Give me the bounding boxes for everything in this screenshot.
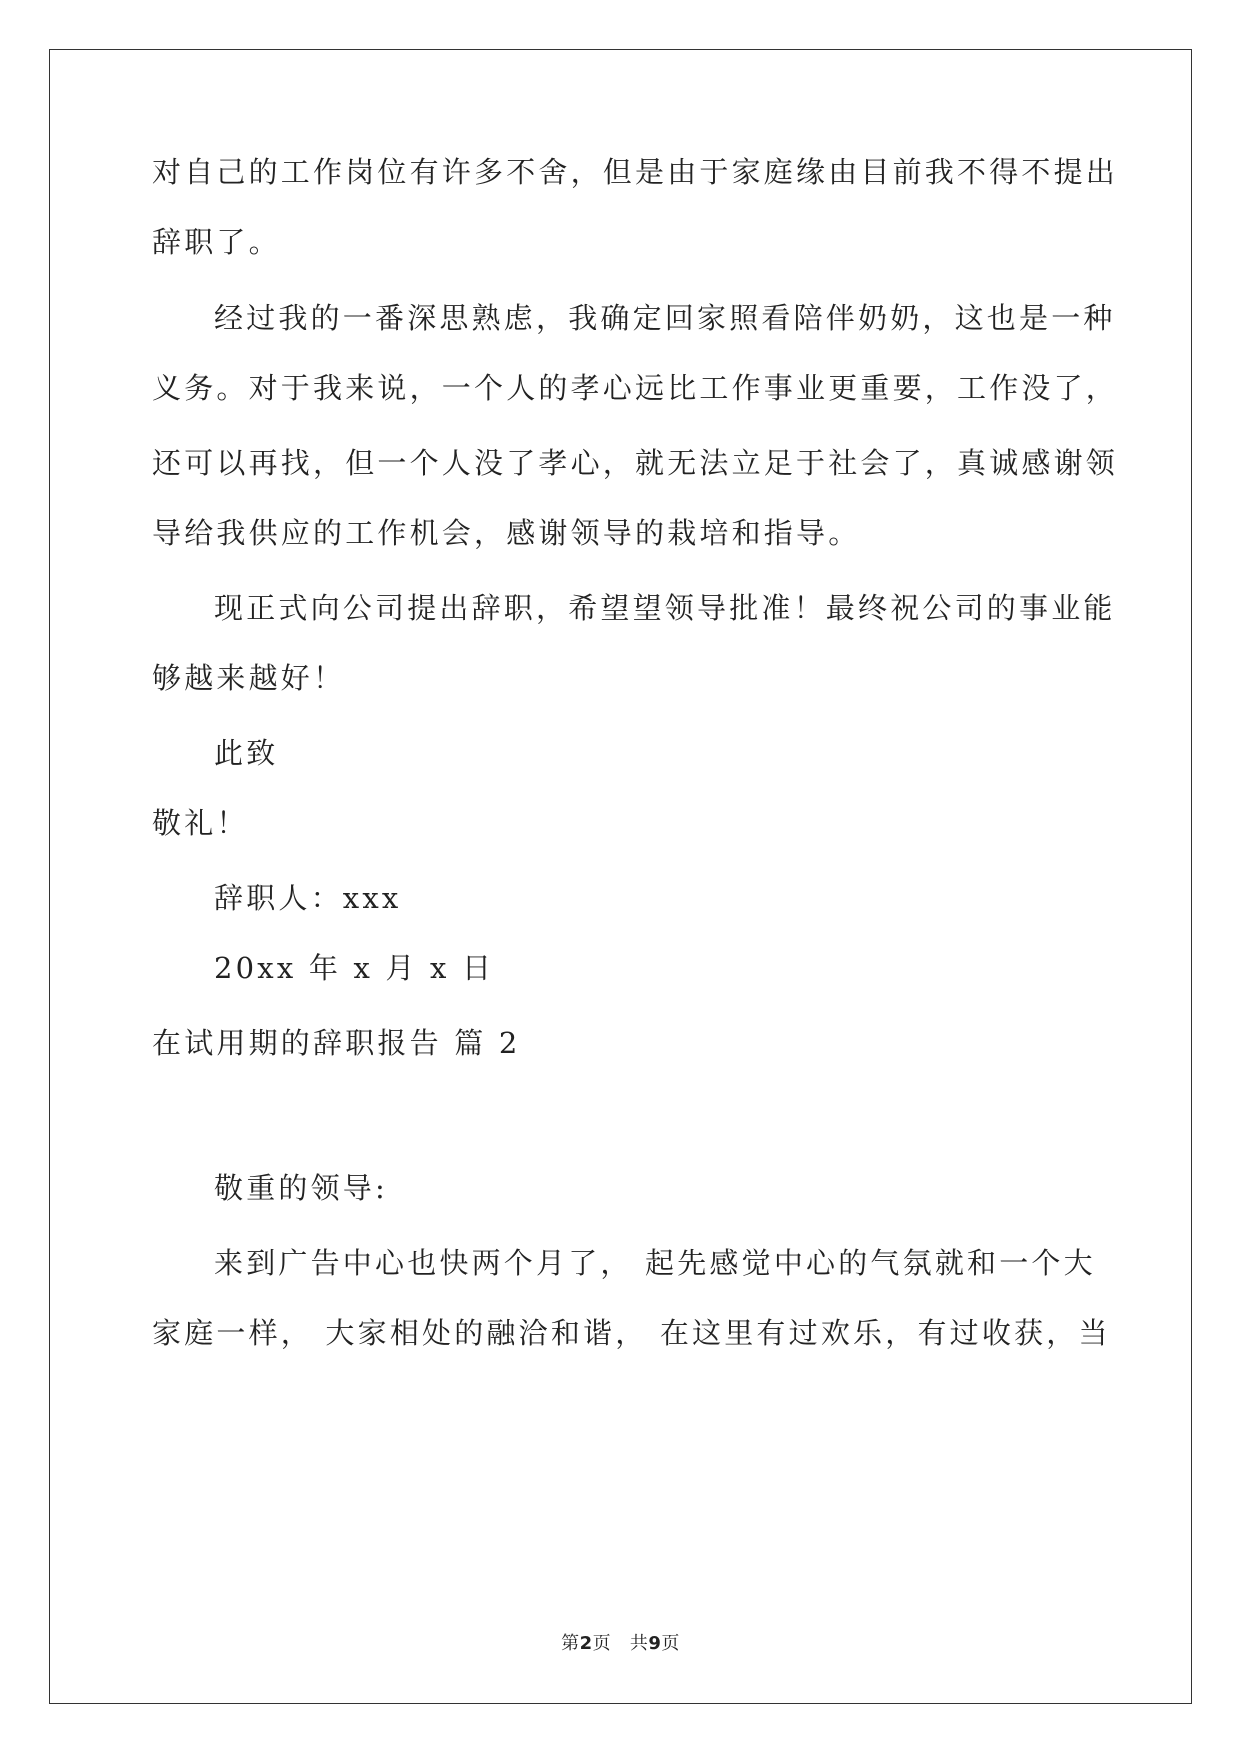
footer-page-prefix: 第 — [561, 1633, 580, 1654]
footer-page-suffix: 页 — [592, 1633, 612, 1654]
body-line-2: 辞职了。 — [152, 225, 281, 259]
signature-name: 辞职人：xxx — [214, 881, 402, 915]
footer-total-suffix: 页 — [661, 1633, 680, 1654]
body-line-7: 现正式向公司提出辞职，希望望领导批准！最终祝公司的事业能 — [214, 591, 1116, 625]
greeting: 敬重的领导: — [214, 1171, 388, 1205]
body-line-10: 家庭一样， 大家相处的融洽和谐， 在这里有过欢乐，有过收获，当 — [152, 1316, 1111, 1350]
footer-total-pages: 9 — [648, 1633, 662, 1654]
page-footer — [0, 1629, 1241, 1655]
salutation-respect: 敬礼！ — [152, 806, 249, 840]
body-line-1: 对自己的工作岗位有许多不舍，但是由于家庭缘由目前我不得不提出 — [152, 155, 1119, 189]
body-line-8: 够越来越好！ — [152, 661, 346, 695]
section-heading: 在试用期的辞职报告 篇 2 — [152, 1026, 521, 1060]
footer-total-prefix: 共 — [629, 1633, 649, 1654]
salutation-closing: 此致 — [214, 736, 279, 770]
body-line-9: 来到广告中心也快两个月了， 起先感觉中心的气氛就和一个大 — [214, 1246, 1096, 1280]
body-line-6: 导给我供应的工作机会，感谢领导的栽培和指导。 — [152, 516, 861, 550]
body-line-4: 义务。对于我来说，一个人的孝心远比工作事业更重要，工作没了， — [152, 371, 1119, 405]
signature-date: 20xx 年 x 月 x 日 — [214, 951, 495, 985]
footer-current-page: 2 — [579, 1633, 593, 1654]
body-line-3: 经过我的一番深思熟虑，我确定回家照看陪伴奶奶，这也是一种 — [214, 301, 1116, 335]
body-line-5: 还可以再找，但一个人没了孝心，就无法立足于社会了，真诚感谢领 — [152, 446, 1119, 480]
